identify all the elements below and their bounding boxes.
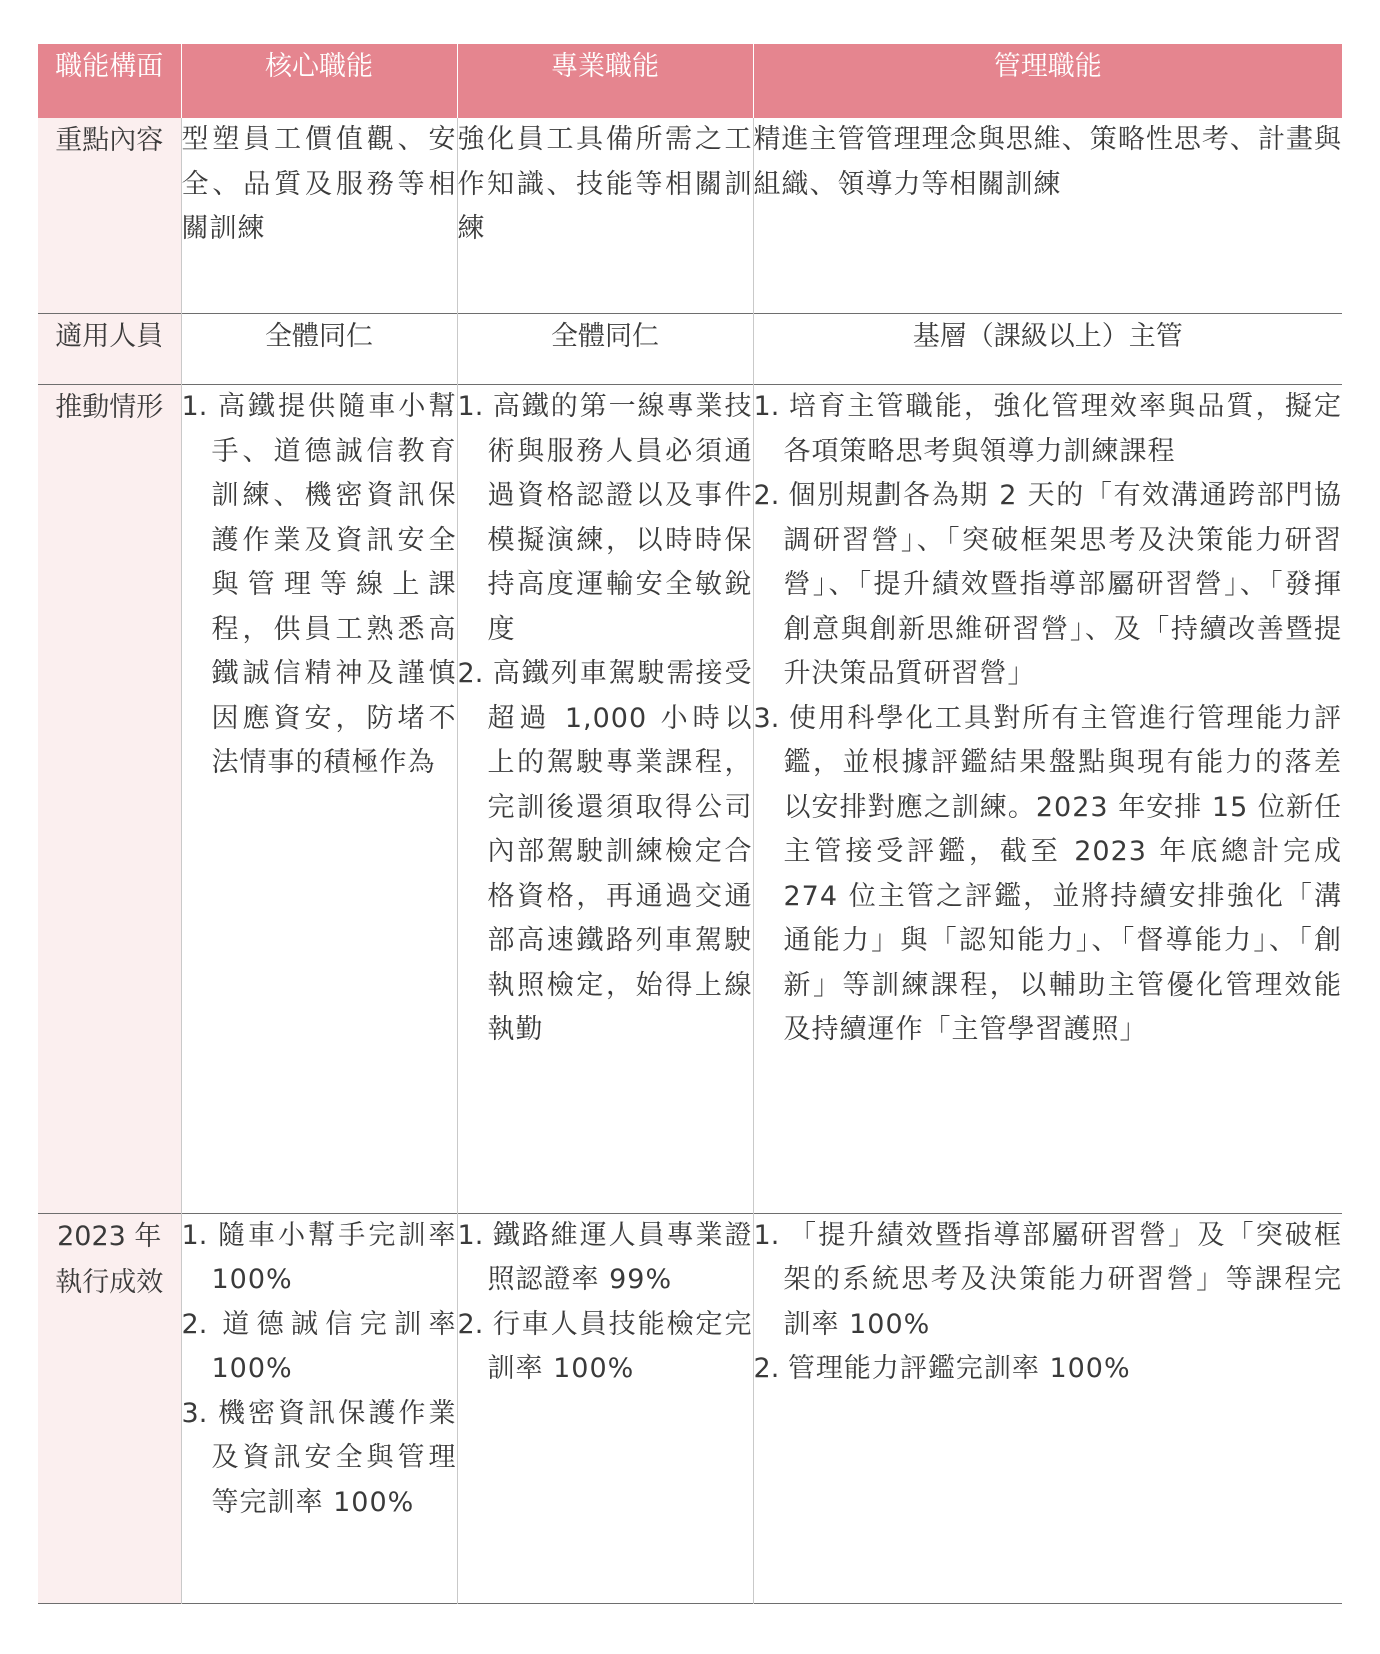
row-audience (38, 313, 1342, 385)
list-item: 隨車小幫手完訓率 100% (211, 1219, 457, 1296)
list-item: 培育主管職能，強化管理效率與品質，擬定各項策略思考與領導力訓練課程 (783, 391, 1343, 467)
row-results (38, 1213, 1342, 1603)
status-professional-list (458, 385, 753, 1053)
results-management (753, 1213, 1342, 1603)
list-item: 行車人員技能檢定完訓率 100% (487, 1308, 753, 1385)
focus-core: 型塑員工價值觀、安全、品質及服務等相關訓練 (181, 118, 457, 313)
list-item: 個別規劃各為期 2 天的「有效溝通跨部門協調研習營」、「突破框架思考及決策能力研習營」、「提升績效暨指導部屬研習營」、「發揮創意與創新思維研習營」、及「持續改善暨提升決策品質研習營」 (783, 480, 1342, 690)
results-core-list (182, 1214, 457, 1526)
results-label-text: 執行成效 (55, 1266, 164, 1298)
audience-management: 基層（課級以上）主管 (753, 313, 1342, 385)
row-label-audience: 適用人員 (38, 313, 181, 385)
status-core-list (182, 385, 457, 786)
status-management-list (754, 385, 1343, 1053)
status-core (181, 385, 457, 1214)
focus-management: 精進主管管理理念與思維、策略性思考、計畫與組織、領導力等相關訓練 (753, 118, 1342, 313)
results-professional-list (458, 1214, 753, 1392)
list-item: 機密資訊保護作業及資訊安全與管理等完訓率 100% (211, 1397, 457, 1518)
audience-core: 全體同仁 (181, 313, 457, 385)
results-label-year: 2023 年 (57, 1220, 162, 1252)
row-label-results (38, 1213, 181, 1603)
row-status (38, 385, 1342, 1214)
row-label-status: 推動情形 (38, 385, 181, 1214)
focus-professional: 強化員工具備所需之工作知識、技能等相關訓練 (457, 118, 753, 313)
competency-table (38, 44, 1342, 1604)
status-professional (457, 385, 753, 1214)
header-core: 核心職能 (181, 44, 457, 118)
list-item: 「提升績效暨指導部屬研習營」及「突破框架的系統思考及決策能力研習營」等課程完訓率 100% (783, 1219, 1343, 1340)
audience-professional: 全體同仁 (457, 313, 753, 385)
header-management: 管理職能 (753, 44, 1342, 118)
list-item: 鐵路維運人員專業證照認證率 99% (487, 1219, 753, 1296)
list-item: 道德誠信完訓率 100% (211, 1308, 457, 1385)
status-management (753, 385, 1342, 1214)
list-item: 使用科學化工具對所有主管進行管理能力評鑑，並根據評鑑結果盤點與現有能力的落差以安排對應之訓練。2023 年安排 15 位新任主管接受評鑑，截至 2023 年底總計完成 274 位主管之評鑑，並將持續安排強化「溝通能力」與「認知能力」、「督導能力」、「創新」等訓練課程，以輔助主管優化管理效能及持續運作「主管學習護照」 (783, 702, 1343, 1046)
results-management-list (754, 1214, 1343, 1392)
header-row (38, 44, 1342, 118)
row-label-focus: 重點內容 (38, 118, 181, 313)
list-item: 高鐵列車駕駛需接受超過 1,000 小時以上的駕駛專業課程，完訓後還須取得公司內部駕駛訓練檢定合格資格，再通過交通部高速鐵路列車駕駛執照檢定，始得上線執勤 (487, 658, 753, 1046)
list-item: 高鐵提供隨車小幫手、道德誠信教育訓練、機密資訊保護作業及資訊安全與管理等線上課程，供員工熟悉高鐵誠信精神及謹慎因應資安，防堵不法情事的積極作為 (211, 391, 457, 779)
row-focus (38, 118, 1342, 313)
list-item: 管理能力評鑑完訓率 100% (787, 1353, 1131, 1385)
header-dimension: 職能構面 (38, 44, 181, 118)
results-professional (457, 1213, 753, 1603)
results-core (181, 1213, 457, 1603)
list-item: 高鐵的第一線專業技術與服務人員必須通過資格認證以及事件模擬演練，以時時保持高度運輸安全敏銳度 (487, 391, 753, 645)
header-professional: 專業職能 (457, 44, 753, 118)
